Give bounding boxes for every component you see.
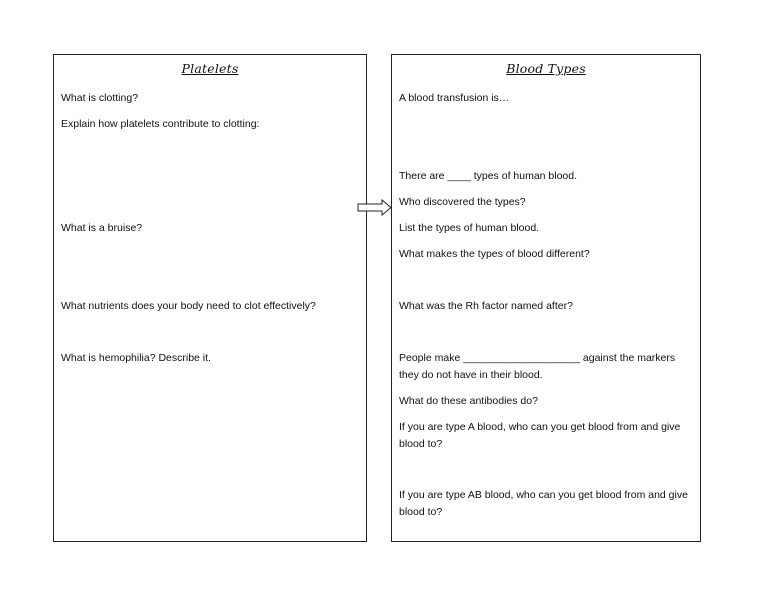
question-rh-factor: What was the Rh factor named after? [399,300,573,312]
question-what-is-bruise: What is a bruise? [61,222,143,234]
platelets-title: Platelets [181,61,239,76]
question-platelets-clotting: Explain how platelets contribute to clotting: [61,118,260,130]
question-who-discovered: Who discovered the types? [399,196,526,208]
question-number-of-types: There are ____ types of human blood. [399,170,578,182]
platelets-panel [53,54,367,542]
right-arrow-icon [357,199,393,216]
question-people-make: People make ____________________ against the markers they do not have in their blood. [399,352,676,381]
question-what-is-clotting: What is clotting? [61,92,139,104]
question-antibodies: What do these antibodies do? [399,395,538,407]
question-type-ab: If you are type AB blood, who can you get blood from and give blood to? [399,489,688,518]
blood-types-title: Blood Types [506,61,586,76]
question-blood-transfusion: A blood transfusion is… [399,92,510,104]
question-what-makes-different: What makes the types of blood different? [399,248,590,260]
question-list-types: List the types of human blood. [399,222,540,234]
blood-types-panel [391,54,701,542]
question-type-a: If you are type A blood, who can you get blood from and give blood to? [399,421,681,450]
question-clotting-nutrients: What nutrients does your body need to clot effectively? [61,300,316,312]
question-hemophilia: What is hemophilia? Describe it. [61,352,211,364]
